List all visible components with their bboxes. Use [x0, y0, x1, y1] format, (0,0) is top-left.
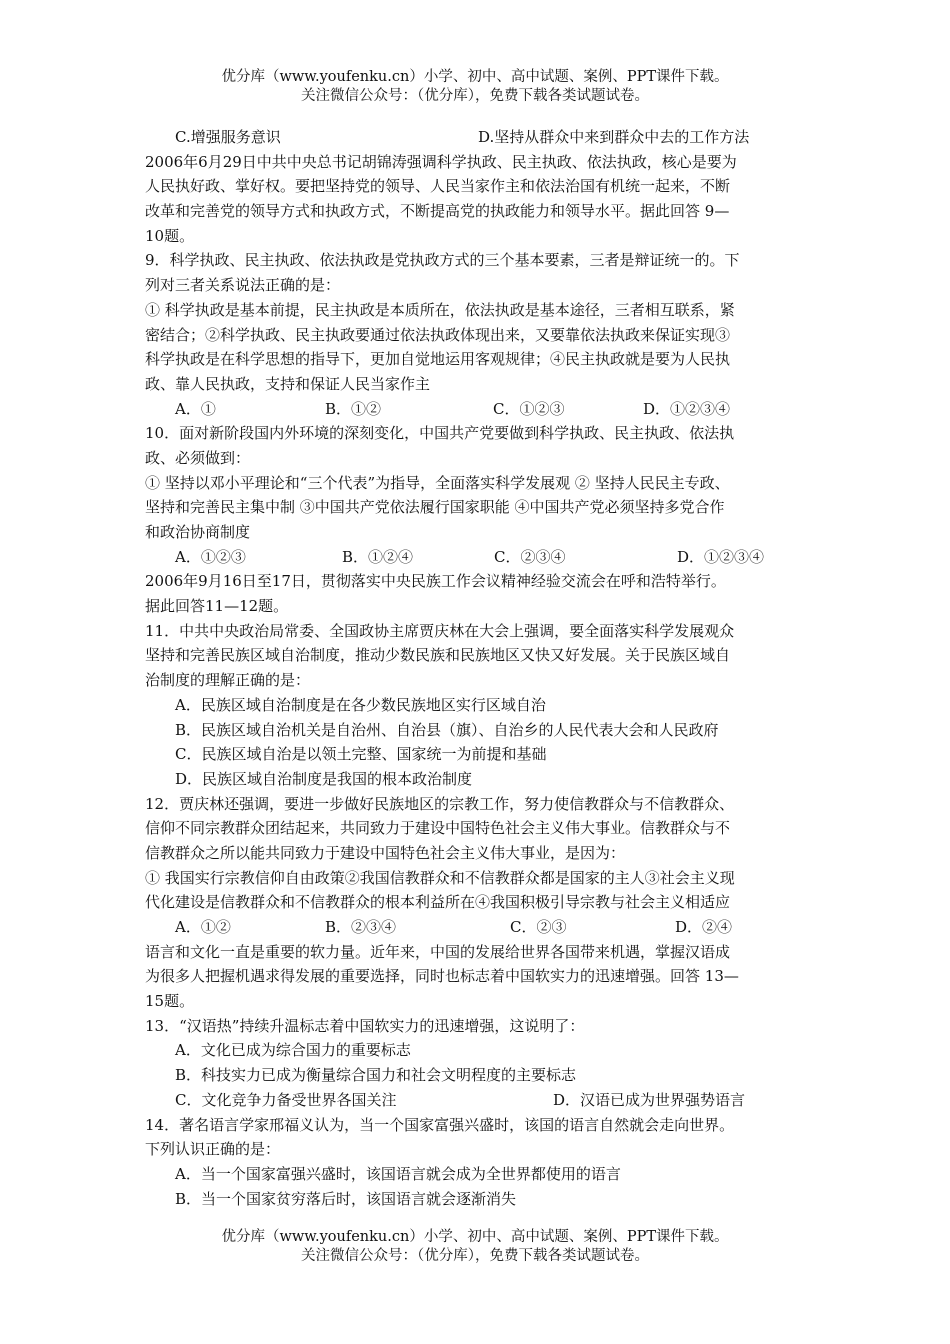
option-a: A．①②③: [175, 547, 246, 566]
question-stem-line: 10．面对新阶段国内外环境的深刻变化，中国共产党要做到科学执政、民主执政、依法执: [145, 424, 735, 443]
intro-line: 2006年6月29日中共中央总书记胡锦涛强调科学执政、民主执政、依法执政，核心是要为: [145, 152, 737, 171]
question-stem-line: 列对三者关系说法正确的是：: [145, 276, 341, 295]
header-line-1: 优分库（www.youfenku.cn）小学、初中、高中试题、案例、PPT课件下载。: [221, 69, 729, 85]
statement-line: 密结合；②科学执政、民主执政要通过依法执政体现出来，又要靠依法执政来保证实现③: [145, 325, 731, 344]
question-stem-line: 治制度的理解正确的是：: [145, 671, 311, 690]
question-10: [145, 421, 817, 569]
intro-line: 据此回答11—12题。: [145, 597, 289, 616]
statement-line: 和政治协商制度: [145, 523, 251, 541]
intro-line: 改革和完善党的领导方式和执政方式，不断提高党的执政能力和领导水平。据此回答 9—: [145, 202, 730, 221]
option-b: B．②③④: [325, 918, 397, 936]
question-stem-line: 13．“汉语热”持续升温标志着中国软实力的迅速增强，这说明了：: [145, 1016, 585, 1035]
question-stem-line: 下列认识正确的是：: [145, 1140, 281, 1159]
option-a: A．当一个国家富强兴盛时，该国语言就会成为全世界都使用的语言: [175, 1164, 621, 1183]
statement-line: ① 科学执政是基本前提，民主执政是本质所在，依法执政是基本途径，三者相互联系，紧: [145, 300, 735, 319]
question-9: [145, 248, 817, 421]
option-d: D．①②③④: [677, 547, 765, 566]
question-13: [145, 1014, 817, 1113]
question-12: [145, 792, 817, 940]
option-b: B．当一个国家贫穷落后时，该国语言就会逐渐消失: [175, 1189, 517, 1208]
q10-options: [145, 545, 817, 570]
statement-line: 坚持和完善民主集中制 ③中国共产党依法履行国家职能 ④中国共产党必须坚持多党合作: [145, 498, 725, 517]
option-d: D．民族区域自治制度是我国的根本政治制度: [175, 769, 473, 788]
question-stem-line: 9．科学执政、民主执政、依法执政是党执政方式的三个基本要素，三者是辩证统一的。下: [145, 251, 740, 270]
question-stem-line: 信仰不同宗教群众团结起来，共同致力于建设中国特色社会主义伟大事业。信教群众与不: [145, 819, 731, 838]
option-a: A．文化已成为综合国力的重要标志: [175, 1041, 411, 1060]
intro-line: 语言和文化一直是重要的软力量。近年来，中国的发展给世界各国带来机遇，掌握汉语成: [145, 942, 731, 961]
option-c: C．文化竞争力备受世界各国关注: [175, 1090, 397, 1109]
option-b: B．①②④: [342, 547, 414, 566]
question-stem-line: 信教群众之所以能共同致力于建设中国特色社会主义伟大事业，是因为：: [145, 843, 626, 862]
option-c: C．①②③: [493, 399, 565, 418]
question-stem-line: 12．贾庆林还强调，要进一步做好民族地区的宗教工作，努力使信教群众与不信教群众、: [145, 794, 735, 813]
statement-line: ① 坚持以邓小平理论和“三个代表”为指导，全面落实科学发展观 ② 坚持人民民主专政、: [145, 473, 730, 492]
q9-options: [145, 397, 817, 422]
statement-line: 政、靠人民执政，支持和保证人民当家作主: [145, 374, 431, 393]
option-b: B．民族区域自治机关是自治州、自治县（旗）、自治乡的人民代表大会和人民政府: [175, 720, 719, 739]
intro-11-12: [145, 569, 817, 618]
q13-options-cd: [145, 1088, 817, 1113]
question-stem-line: 政、必须做到：: [145, 448, 251, 467]
page-footer: [0, 1228, 950, 1266]
option-c: C．②③④: [494, 547, 566, 566]
q8-option-c: C.增强服务意识: [175, 128, 281, 146]
option-d: D．①②③④: [643, 399, 731, 418]
option-b: B．科技实力已成为衡量综合国力和社会文明程度的主要标志: [175, 1066, 577, 1085]
q8-options-continued: [145, 125, 817, 150]
intro-line: 2006年9月16日至17日，贯彻落实中央民族工作会议精神经验交流会在呼和浩特举行。: [145, 572, 726, 591]
option-d: D．汉语已成为世界强势语言: [553, 1090, 746, 1109]
header-line-2: 关注微信公众号：（优分库），免费下载各类试题试卷。: [301, 88, 649, 104]
intro-line: 人民执好政、掌好权。要把坚持党的领导、人民当家作主和依法治国有机统一起来，不断: [145, 177, 731, 196]
question-stem-line: 14．著名语言学家邢福义认为，当一个国家富强兴盛时，该国的语言自然就会走向世界。: [145, 1115, 735, 1134]
option-a: A．①: [175, 399, 216, 418]
footer-line-1: 优分库（www.youfenku.cn）小学、初中、高中试题、案例、PPT课件下载。: [221, 1229, 729, 1245]
question-stem-line: 11．中共中央政治局常委、全国政协主席贾庆林在大会上强调，要全面落实科学发展观众: [145, 621, 735, 640]
intro-line: 10题。: [145, 226, 195, 245]
option-b: B．①②: [325, 399, 382, 418]
page-header: [0, 68, 950, 106]
question-11: [145, 619, 817, 792]
option-a: A．①②: [175, 918, 231, 936]
statement-line: 代化建设是信教群众和不信教群众的根本利益所在④我国积极引导宗教与社会主义相适应: [145, 893, 731, 912]
intro-13-15: [145, 940, 817, 1014]
question-stem-line: 坚持和完善民族区域自治制度，推动少数民族和民族地区又快又好发展。关于民族区域自: [145, 646, 731, 665]
option-c: C．②③: [510, 918, 567, 936]
intro-line: 为很多人把握机遇求得发展的重要选择，同时也标志着中国软实力的迅速增强。回答 13—: [145, 967, 739, 986]
intro-line: 15题。: [145, 992, 195, 1011]
statement-line: 科学执政是在科学思想的指导下，更加自觉地运用客观规律；④民主执政就是要为人民执: [145, 350, 731, 369]
option-d: D．②④: [675, 918, 733, 936]
exam-content: [145, 125, 817, 1211]
intro-9-10: [145, 150, 817, 249]
statement-line: ① 我国实行宗教信仰自由政策②我国信教群众和不信教群众都是国家的主人③社会主义现: [145, 868, 735, 887]
question-14: [145, 1113, 817, 1212]
q8-option-d: D.坚持从群众中来到群众中去的工作方法: [478, 128, 750, 146]
footer-line-2: 关注微信公众号：（优分库），免费下载各类试题试卷。: [301, 1248, 649, 1264]
option-c: C．民族区域自治是以领土完整、国家统一为前提和基础: [175, 745, 547, 764]
q12-options: [145, 915, 817, 940]
option-a: A．民族区域自治制度是在各少数民族地区实行区域自治: [175, 695, 546, 714]
